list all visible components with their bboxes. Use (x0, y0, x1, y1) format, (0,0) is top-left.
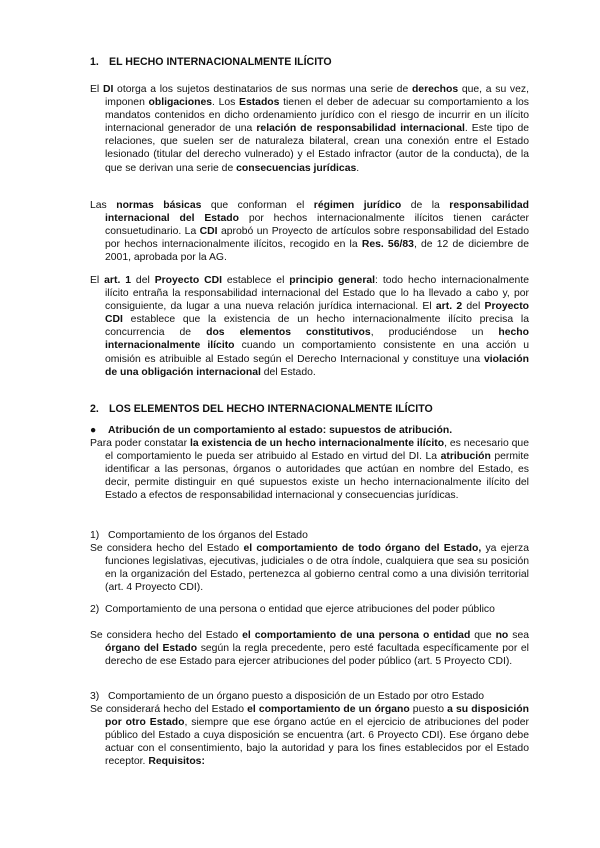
bold-term: DI (102, 84, 114, 95)
bold-term: obligaciones (148, 97, 213, 109)
section-number: 1. (90, 56, 99, 68)
bold-term: la existencia de un hecho internacionalmente ilícito (189, 438, 445, 449)
bold-term: hecho internacionalmente ilícito (105, 327, 529, 352)
paragraph-organo-disposicion: Se considerará hecho del Estado el comportamiento de un órgano puesto a su disposición por otro Estado, siempre que ese órgano actúe en el ejercicio de atribuciones del poder público del Estado a cuya disposición se encuentra (art. 6 Proyecto CDI). Ese órgano debe actuar con el consentimiento, bajo la autoridad y para los fines establecidos por el Estado receptor. Requisitos: (90, 704, 529, 768)
bold-term: responsabilidad internacional del Estado (105, 200, 529, 225)
subsection-number: 3) (90, 691, 100, 702)
paragraph-intro: El DI otorga a los sujetos destinatarios de sus normas una serie de derechos que, a su vez, imponen obligaciones. Los Estados tienen el deber de adecuar su comportamiento a los mandatos contenidos en dicho ordenamiento jurídico con el riesgo de incurrir en un ilícito internacional generador de una relación de responsabilidad internacional. Este tipo de relaciones, que suelen ser de naturaleza bilateral, crean una conexión entre el Estado lesionado (titular del derecho vulnerado) y el Estado infractor (autor de la conducta), de la que se derivan una serie de consecuencias jurídicas. (90, 84, 530, 174)
section-number: 2. (90, 403, 99, 415)
section-title: LOS ELEMENTOS DEL HECHO INTERNACIONALMENTE ILÍCITO (109, 403, 433, 415)
section-heading-1 (90, 56, 520, 69)
bold-term: a su disposición por otro Estado (105, 704, 529, 729)
bold-term: régimen jurídico (313, 200, 402, 211)
paragraph-organos: Se considera hecho del Estado el comportamiento de todo órgano del Estado, ya ejerza funciones legislativas, ejecutivas, judiciales o de otra índole, cualquiera que sea su posición en la organización del Estado, pertenezca al gobierno central como a una división territorial (art. 4 Proyecto CDI). (90, 543, 529, 594)
paragraph-articulo-1: El art. 1 del Proyecto CDI establece el principio general: todo hecho internacionalmente ilícito entraña la responsabilidad internacional del Estado que lo ha llevado a cabo y, por consiguiente, da lugar a una nueva relación jurídica internacional. El art. 2 del Proyecto CDI establece que la existencia de un hecho internacionalmente ilícito precisa la concurrencia de dos elementos constitutivos, produciéndose un hecho internacionalmente ilícito cuando un comportamiento consistente en una acción u omisión es atribuible al Estado según el Derecho Internacional y constituye una violación de una obligación internacional del Estado. (90, 275, 530, 378)
subsection-number: 2) (90, 604, 100, 615)
subsection-title: Comportamiento de los órganos del Estado (108, 530, 308, 541)
bold-term: Estados (239, 97, 280, 109)
bold-term: Proyecto CDI (105, 301, 529, 326)
bold-term: Requisitos: (148, 756, 205, 768)
bold-term: derechos (411, 84, 459, 95)
bold-term: órgano del Estado (105, 643, 198, 655)
subsection-2 (90, 603, 529, 616)
bold-term: art. 1 (104, 275, 132, 286)
bold-term: el comportamiento de todo órgano del Estado, (243, 543, 482, 554)
paragraph-normas-basicas: Las normas básicas que conforman el régimen jurídico de la responsabilidad internacional del Estado por hechos internacionalmente ilícitos tienen carácter consuetudinario. La CDI aprobó un Proyecto de artículos sobre responsabilidad del Estado por hechos internacionalmente ilícitos, recogido en la Res. 56/83, de 12 de diciembre de 2001, aprobada por la AG. (90, 200, 529, 264)
bold-term: normas básicas (116, 200, 202, 211)
bold-term: atribución (440, 451, 491, 463)
bold-term: el comportamiento de una persona o entidad (242, 630, 471, 641)
bold-term: Proyecto CDI (154, 275, 222, 286)
bold-term: violación de una obligación internacional (105, 353, 529, 378)
subsection-number: 1) (90, 530, 100, 541)
paragraph-persona-entidad: Se considera hecho del Estado el comportamiento de una persona o entidad que no sea órgano del Estado según la regla precedente, pero esté facultada específicamente por el derecho de ese Estado para ejercer atribuciones del poder público (art. 5 Proyecto CDI). (90, 630, 529, 668)
bold-term: relación de responsabilidad internacional (256, 123, 465, 135)
subsection-3 (90, 690, 514, 703)
bullet-text: Atribución de un comportamiento al estado: supuestos de atribución. (108, 425, 453, 436)
bold-term: dos elementos constitutivos (206, 327, 371, 339)
subsection-1 (90, 529, 514, 542)
bold-term: art. 2 (435, 301, 463, 313)
bold-term: el comportamiento de un órgano (247, 704, 410, 715)
subsection-title: Comportamiento de un órgano puesto a disposición de un Estado por otro Estado (108, 691, 485, 702)
bullet-heading (90, 424, 514, 437)
bold-term: Res. 56/83 (361, 239, 414, 251)
bold-term: principio general (289, 275, 376, 286)
bold-term: no (495, 630, 509, 641)
paragraph-atribucion: Para poder constatar la existencia de un hecho internacionalmente ilícito, es necesario que el comportamiento le pueda ser atribuido al Estado en virtud del DI. La atribución permite identificar a las personas, órganos o autoridades que actúan en nombre del Estado, es decir, permite distinguir en qué supuestos existe un hecho internacionalmente ilícito del Estado a efectos de responsabilidad internacional y consecuencias jurídicas. (90, 438, 529, 502)
bold-term: consecuencias jurídicas (236, 162, 357, 174)
subsection-title: Comportamiento de una persona o entidad que ejerce atribuciones del poder público (105, 604, 495, 615)
bold-term: CDI (199, 226, 218, 238)
section-heading-2 (90, 403, 520, 416)
bullet-icon: ● (90, 425, 97, 436)
section-title: EL HECHO INTERNACIONALMENTE ILÍCITO (109, 56, 332, 68)
